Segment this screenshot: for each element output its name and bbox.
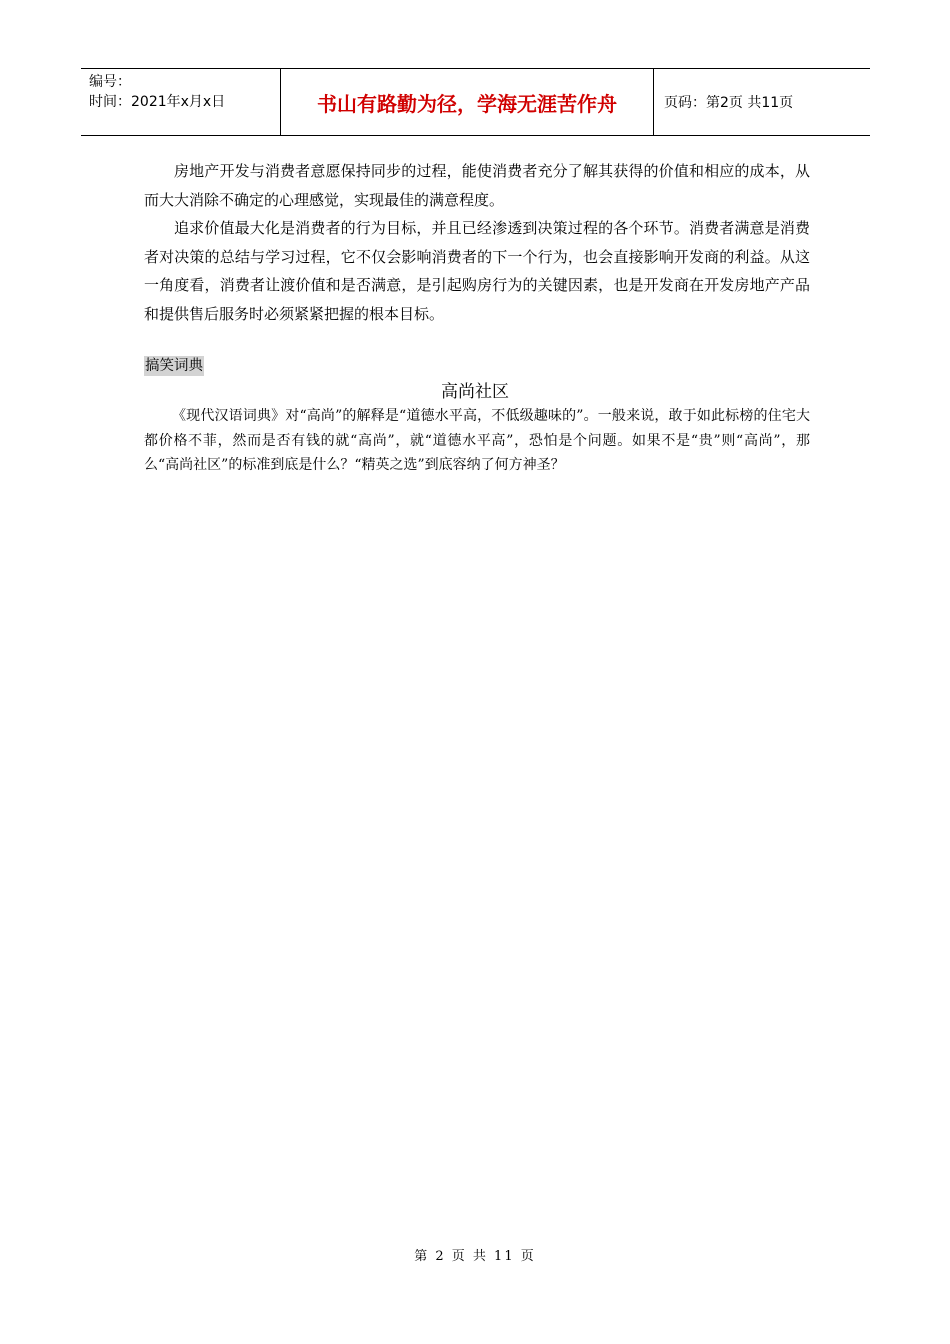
section-body (144, 404, 810, 478)
page-footer: 第 2 页 共 11 页 (414, 1249, 536, 1264)
body-paragraph: 房地产开发与消费者意愿保持同步的过程，能使消费者充分了解其获得的价值和相应的成本，从而大大消除不确定的心理感觉，实现最佳的满意程度。 (144, 162, 810, 209)
section-title: 高尚社区 (441, 382, 509, 402)
number-label: 编号： (89, 74, 131, 90)
time-label: 时间：2021年x月x日 (89, 94, 226, 110)
document-header (81, 68, 870, 136)
section-tag: 搞笑词典 (145, 358, 203, 374)
motto-cell (281, 69, 654, 135)
page-info-text: 页码：第2页 共11页 (664, 95, 794, 111)
header-meta-cell (81, 69, 281, 135)
page-info-cell (654, 69, 870, 135)
body-paragraph: 追求价值最大化是消费者的行为目标，并且已经渗透到决策过程的各个环节。消费者满意是消费者对决策的总结与学习过程，它不仅会影响消费者的下一个行为，也会直接影响开发商的利益。从这一角度看，消费者让渡价值和是否满意，是引起购房行为的关键因素，也是开发商在开发房地产产品和提供售后服务时必须紧紧把握的根本目标。 (144, 219, 810, 323)
section-paragraph: 《现代汉语词典》对“高尚”的解释是“道德水平高，不低级趣味的”。一般来说，敢于如此标榜的住宅大都价格不菲，然而是否有钱的就“高尚”，就“道德水平高”，恐怕是个问题。如果不是“贵”则“高尚”，那么“高尚社区”的标准到底是什么？“精英之选”到底容纳了何方神圣？ (144, 408, 810, 473)
main-body (144, 157, 810, 329)
motto-text: 书山有路勤为径，学海无涯苦作舟 (317, 91, 617, 116)
